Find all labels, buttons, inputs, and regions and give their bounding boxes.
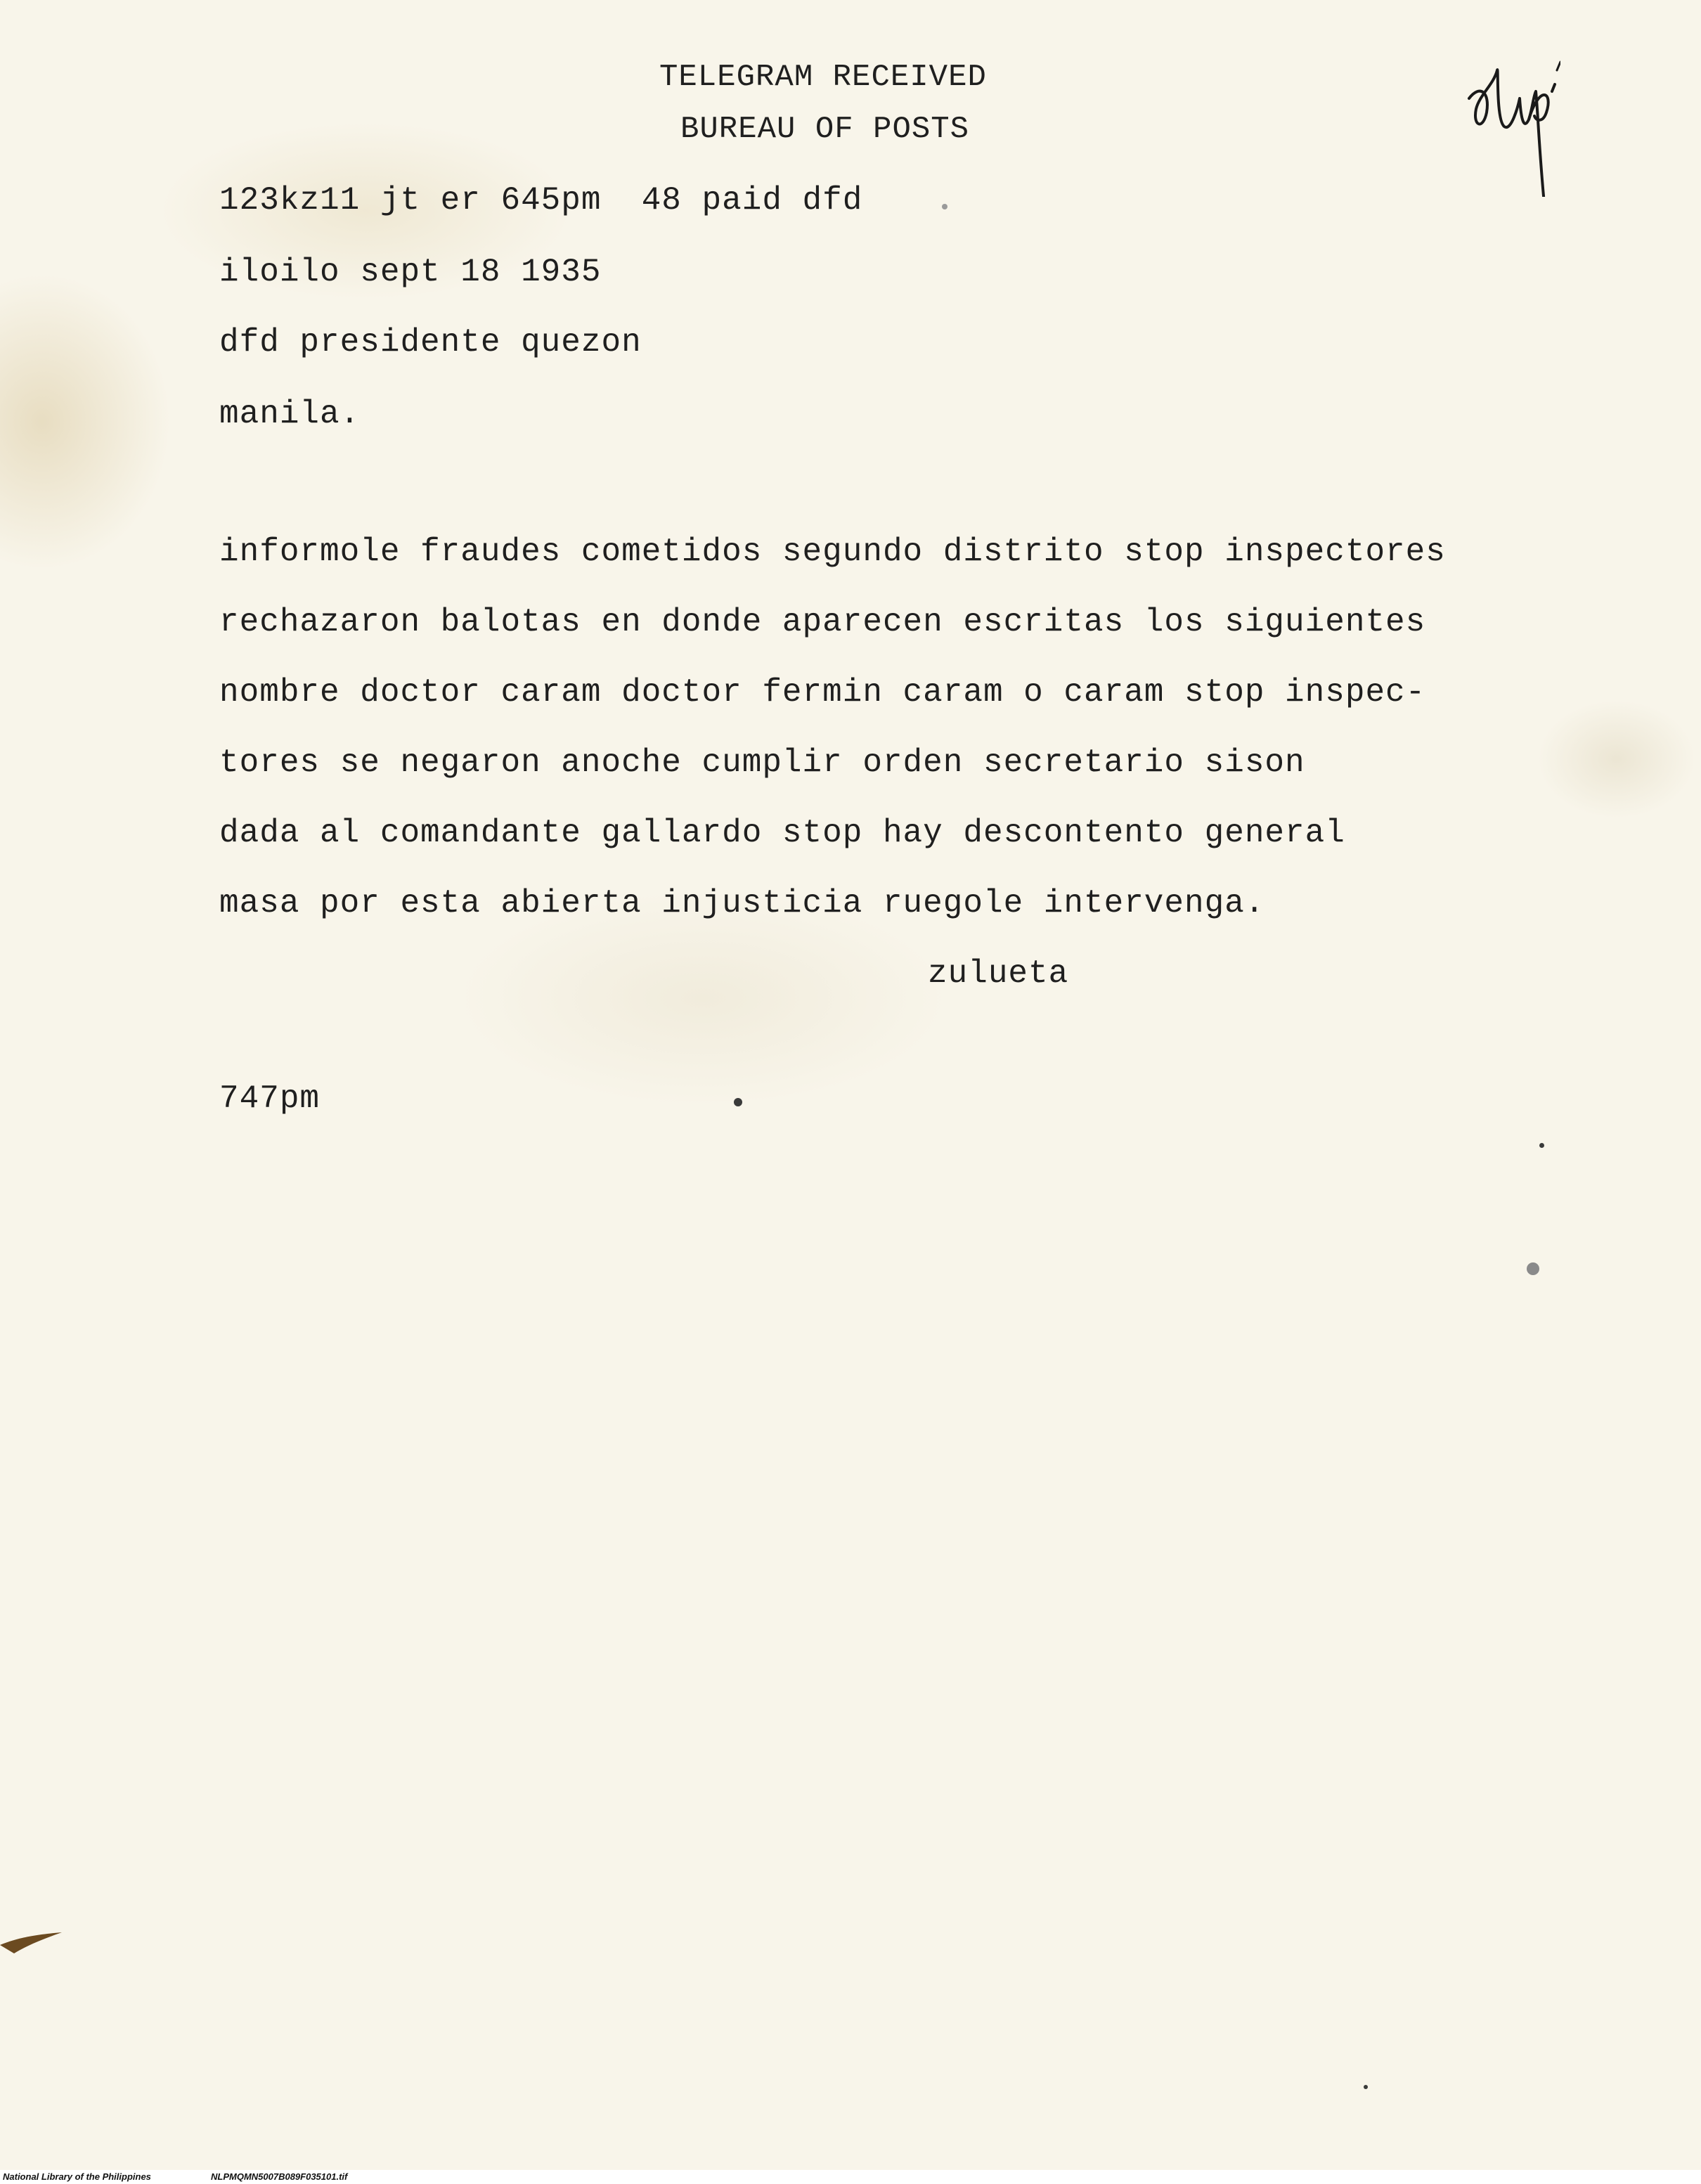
message-line: rechazaron balotas en donde aparecen escritas los siguientes [219, 604, 1426, 640]
scan-filename: NLPMQMN5007B089F035101.tif [211, 2171, 348, 2182]
addressee-line: dfd presidente quezon [219, 324, 642, 361]
telegram-title: TELEGRAM RECEIVED [659, 60, 987, 95]
received-time: 747pm [219, 1080, 321, 1117]
ink-speck [734, 1098, 742, 1106]
ink-speck [1364, 2085, 1368, 2089]
message-line: tores se negaron anoche cumplir orden secretario sison [219, 744, 1305, 781]
routing-line: 123kz11 jt er 645pm 48 paid dfd [219, 182, 863, 219]
origin-date-line: iloilo sept 18 1935 [219, 254, 602, 290]
ink-speck [1527, 1262, 1539, 1275]
archive-footer [0, 2170, 1701, 2184]
message-line: informole fraudes cometidos segundo distrito stop inspectores [219, 534, 1446, 570]
paper-tear-mark [0, 1930, 63, 1958]
ink-speck [942, 204, 947, 209]
destination-line: manila. [219, 396, 361, 432]
bureau-title: BUREAU OF POSTS [680, 112, 970, 147]
ink-speck [1539, 1143, 1544, 1148]
message-line: masa por esta abierta injusticia ruegole intervenga. [219, 885, 1265, 922]
library-credit: National Library of the Philippines [3, 2171, 151, 2182]
sender-signature: zulueta [928, 955, 1069, 992]
handwritten-note-dupl [1462, 42, 1560, 197]
message-line: nombre doctor caram doctor fermin caram o caram stop inspec- [219, 674, 1426, 711]
message-line: dada al comandante gallardo stop hay descontento general [219, 815, 1345, 851]
